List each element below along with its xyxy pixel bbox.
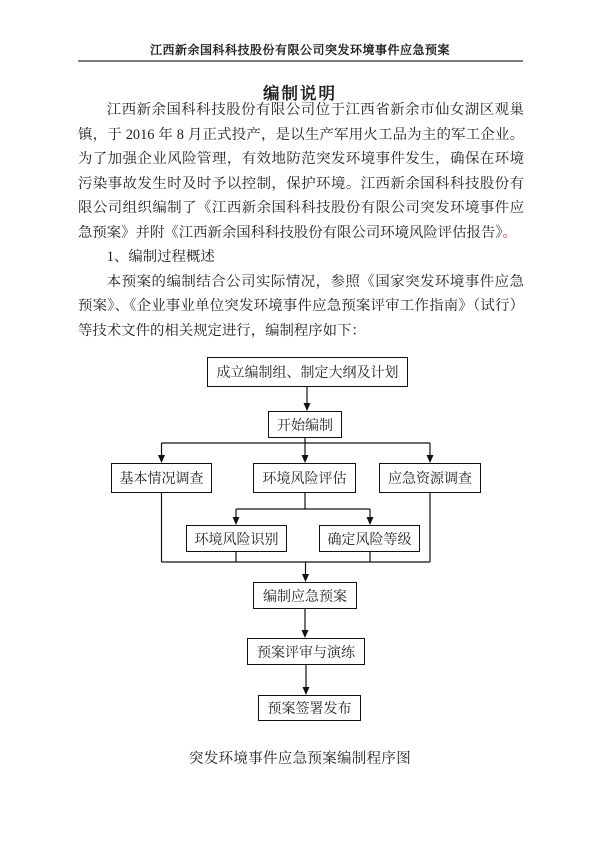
flowchart-connectors [0,350,600,725]
flowchart-box-resource-survey: 应急资源调查 [379,463,481,493]
flowchart [0,350,600,725]
flowchart-box-risk-identify: 环境风险识别 [186,525,287,552]
flowchart-box-review-drill: 预案评审与演练 [247,638,365,665]
flowchart-box-plan: 成立编制组、制定大纲及计划 [207,357,408,387]
flowchart-box-basic-survey: 基本情况调查 [111,463,212,493]
flowchart-box-compile-plan: 编制应急预案 [253,582,357,609]
red-period: 。 [502,224,517,241]
flowchart-box-start: 开始编制 [268,411,342,438]
header-rule [78,60,523,62]
flowchart-box-risk-assess: 环境风险评估 [253,463,356,493]
flowchart-box-risk-level: 确定风险等级 [319,525,420,552]
document-title: 编制说明 [263,84,337,103]
paragraph-process: 本预案的编制结合公司实际情况，参照《国家突发环境事件应急预案》、《企业事业单位突发环境事件应急预案评审工作指南》（试行）等技术文件的相关规定进行，编制程序如下： [78,273,524,339]
paragraph-intro [78,98,524,245]
page-header: 江西新余国科科技股份有限公司突发环境事件应急预案 [149,43,450,57]
flowchart-box-sign-publish: 预案签署发布 [258,695,361,721]
section-heading: 1、编制过程概述 [106,249,215,265]
paragraph-intro-text: 江西新余国科科技股份有限公司位于江西省新余市仙女湖区观巢镇，于 2016 年 8 月正式投产，是以生产军用火工品为主的军工企业。为了加强企业风险管理，有效地防范突发环境事件发生，确保在环境污染事故发生时及时予以控制，保护环境。江西新余国科科技股份有限公司组织编制了《江西新余国科科技股份有限公司突发环境事件应急预案》并附《江西新余国科科技股份有限公司环境风险评估报告》 [78,102,524,241]
document-body [78,98,524,343]
figure-caption: 突发环境事件应急预案编制程序图 [189,751,411,767]
